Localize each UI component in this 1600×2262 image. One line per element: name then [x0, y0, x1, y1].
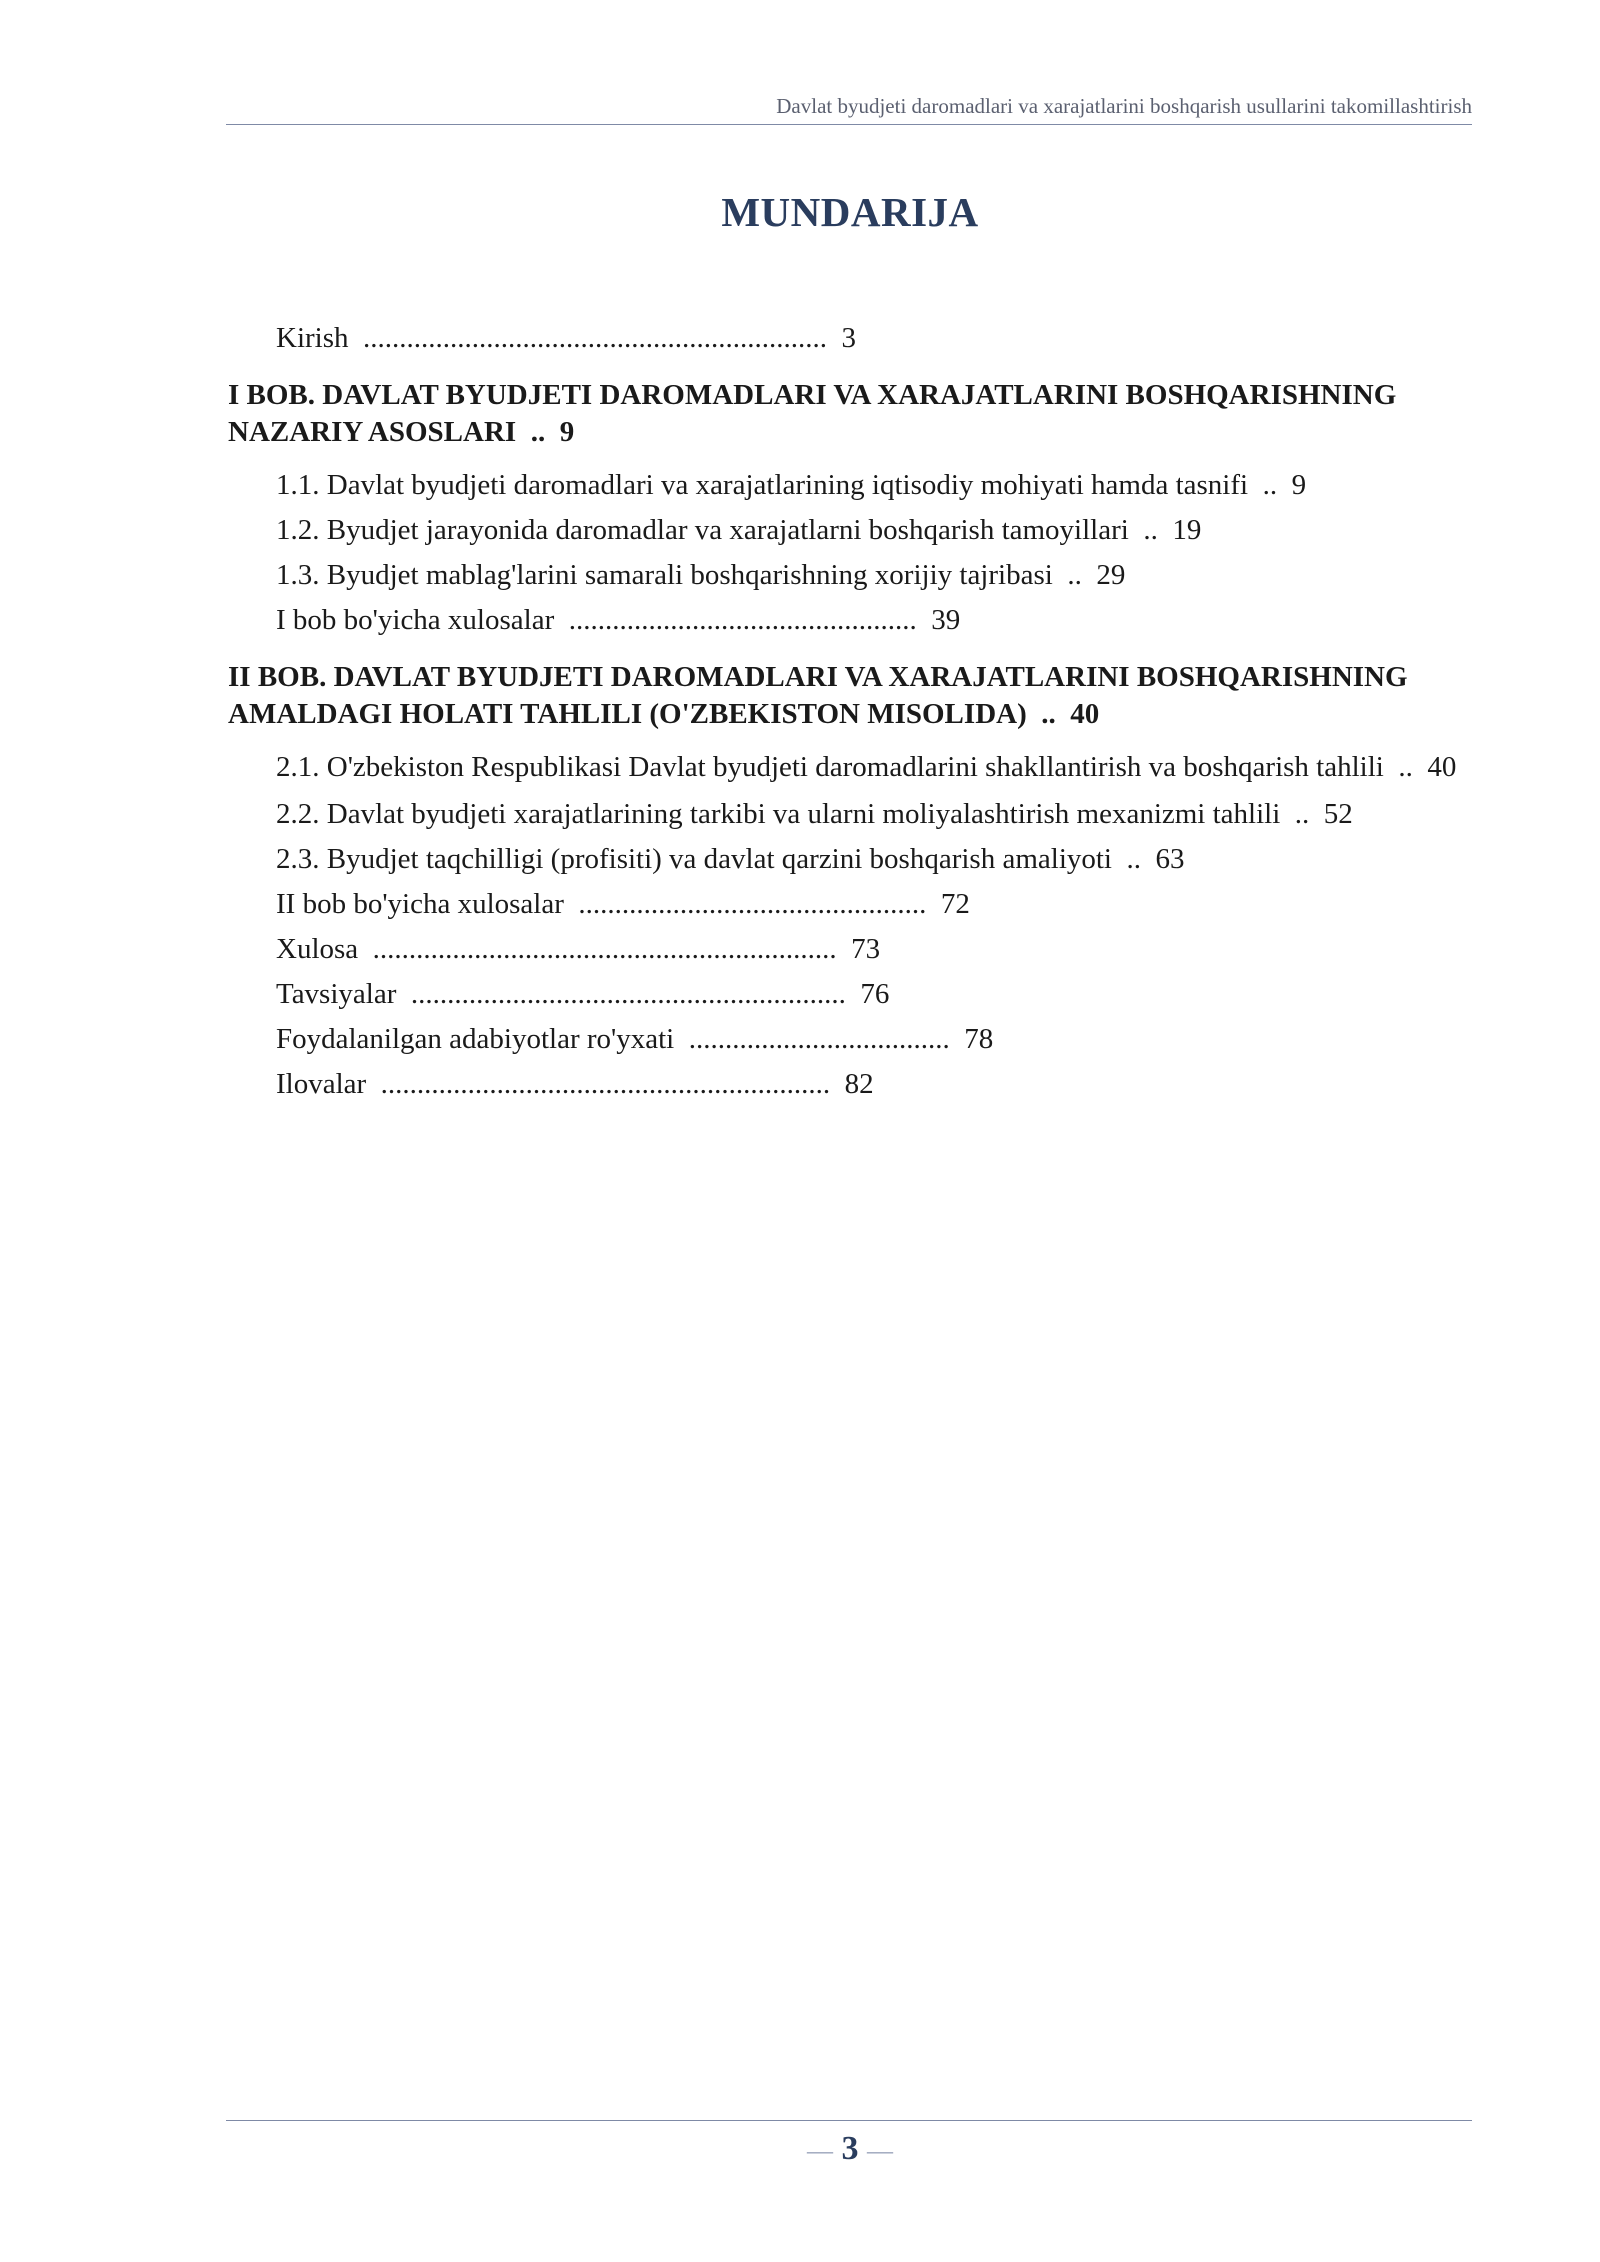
toc-label: 2.2. Davlat byudjeti xarajatlarining tarkibi va ularni moliyalashtirish mexanizmi tahlili: [276, 798, 1281, 830]
toc-page-number: 78: [964, 1023, 994, 1055]
toc-leader-dots: ................................................: [578, 888, 927, 920]
page-number: [0, 2130, 1600, 2168]
page-number-dash-right: —: [867, 2136, 893, 2165]
toc-entry-chapter-2-summary[interactable]: [276, 886, 1478, 923]
toc-label: 2.3. Byudjet taqchilligi (profisiti) va davlat qarzini boshqarish amaliyoti: [276, 843, 1112, 875]
toc-page-number: 76: [860, 978, 890, 1010]
toc-leader-dots: ............................................................: [410, 978, 846, 1010]
toc-leader-dots: ..: [1294, 798, 1310, 830]
toc-leader-dots: ................................................: [568, 604, 917, 636]
toc-entry-recommendations[interactable]: [276, 976, 1478, 1013]
toc-leader-dots: ..: [530, 416, 546, 448]
toc-leader-dots: ..: [1041, 698, 1056, 730]
toc-page-number: 73: [851, 933, 881, 965]
toc-entry-1-3[interactable]: [276, 557, 1478, 594]
toc-leader-dots: ..............................................................: [380, 1068, 831, 1100]
toc-label: II BOB. DAVLAT BYUDJETI DAROMADLARI VA XARAJATLARINI BOSHQARISHNING AMALDAGI HOLATI TAHLILI (O'ZBEKISTON MISOLIDA): [228, 661, 1408, 730]
page-title: MUNDARIJA: [721, 189, 979, 235]
toc-leader-dots: ..: [1143, 514, 1158, 546]
toc-entry-1-1[interactable]: [276, 467, 1478, 504]
running-header: Davlat byudjeti daromadlari va xarajatlarini boshqarish usullarini takomillashtirish: [776, 94, 1472, 118]
toc-page-number: 40: [1070, 698, 1100, 730]
toc-entry-chapter-1[interactable]: [228, 377, 1478, 451]
toc-entry-chapter-1-summary[interactable]: [276, 602, 1478, 639]
toc-label: II bob bo'yicha xulosalar: [276, 888, 564, 920]
page-number-dash-left: —: [807, 2136, 833, 2165]
toc-page-number: 72: [940, 888, 970, 920]
toc-page-number: 3: [841, 322, 856, 354]
toc-label: Foydalanilgan adabiyotlar ro'yxati: [276, 1023, 675, 1055]
toc-leader-dots: ..: [1126, 843, 1141, 875]
header-divider: [226, 124, 1472, 125]
toc-label: I bob bo'yicha xulosalar: [276, 604, 555, 636]
toc-label: 1.2. Byudjet jarayonida daromadlar va xarajatlarni boshqarish tamoyillari: [276, 514, 1129, 546]
toc-entry-references[interactable]: [276, 1021, 1478, 1058]
toc-label: Xulosa: [276, 933, 359, 965]
toc-page-number: 29: [1096, 559, 1126, 591]
toc-page-number: 9: [1291, 469, 1307, 501]
toc-leader-dots: ..: [1262, 469, 1278, 501]
toc-leader-dots: ................................................................: [363, 322, 827, 354]
toc-page-number: 52: [1323, 798, 1353, 830]
toc-page-number: 63: [1155, 843, 1185, 875]
toc-leader-dots: ..: [1398, 751, 1413, 783]
toc-entry-conclusion[interactable]: [276, 931, 1478, 968]
toc-entry-chapter-2[interactable]: [228, 659, 1478, 733]
toc-page-number: 19: [1172, 514, 1202, 546]
toc-entry-2-2[interactable]: [276, 796, 1478, 833]
toc-leader-dots: ..: [1067, 559, 1082, 591]
table-of-contents: [228, 320, 1478, 1111]
page-number-value: 3: [841, 2130, 859, 2167]
toc-page-number: 39: [931, 604, 961, 636]
toc-leader-dots: ................................................................: [372, 933, 837, 965]
toc-label: I BOB. DAVLAT BYUDJETI DAROMADLARI VA XARAJATLARINI BOSHQARISHNING NAZARIY ASOSLARI: [228, 379, 1397, 448]
toc-label: 1.1. Davlat byudjeti daromadlari va xarajatlarining iqtisodiy mohiyati hamda tasnifi: [276, 469, 1249, 501]
toc-page-number: 82: [844, 1068, 874, 1100]
toc-entry-1-2[interactable]: [276, 512, 1478, 549]
toc-label: Kirish: [276, 322, 349, 354]
toc-entry-2-3[interactable]: [276, 841, 1478, 878]
toc-entry-2-1[interactable]: [276, 749, 1478, 786]
toc-label: 2.1. O'zbekiston Respublikasi Davlat byudjeti daromadlarini shakllantirish va boshqarish tahlili: [276, 751, 1384, 783]
toc-entry-intro[interactable]: [276, 320, 1478, 357]
toc-page-number: 40: [1427, 751, 1457, 783]
toc-leader-dots: ....................................: [688, 1023, 950, 1055]
toc-entry-appendices[interactable]: [276, 1066, 1478, 1103]
toc-label: Ilovalar: [276, 1068, 367, 1100]
toc-page-number: 9: [559, 416, 575, 448]
toc-label: 1.3. Byudjet mablag'larini samarali boshqarishning xorijiy tajribasi: [276, 559, 1053, 591]
toc-label: Tavsiyalar: [276, 978, 397, 1010]
footer-divider: [226, 2120, 1472, 2121]
